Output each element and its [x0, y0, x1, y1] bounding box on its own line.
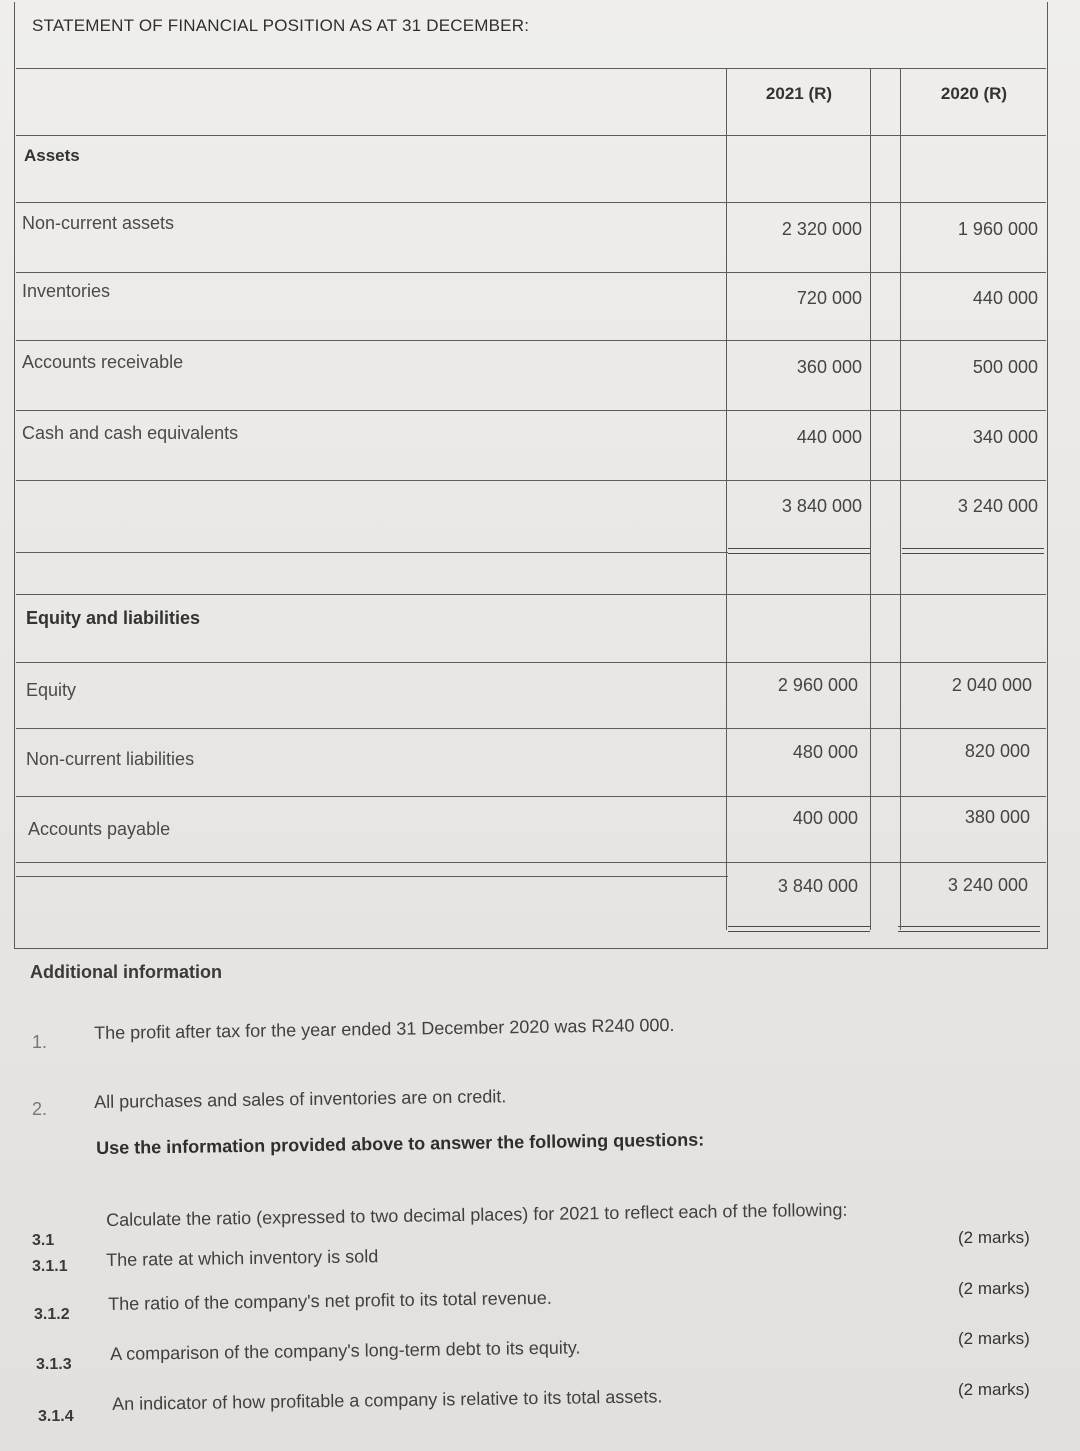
- column-header-2020: 2020 (R): [940, 84, 1008, 103]
- total-equity-liabilities-2021: 3 840 000: [777, 876, 858, 896]
- total-double-underline: [902, 548, 1044, 554]
- row-label-inventories: Inventories: [22, 281, 111, 301]
- value-2021: 720 000: [796, 288, 862, 308]
- question-marks: (2 marks): [958, 1380, 1030, 1399]
- row-label-accounts-receivable: Accounts receivable: [22, 352, 184, 372]
- value-2020: 1 960 000: [957, 219, 1038, 239]
- row-divider: [16, 340, 1046, 341]
- question-text: Calculate the ratio (expressed to two decimal places) for 2021 to reflect each of the following:: [106, 1199, 848, 1230]
- additional-item-text: The profit after tax for the year ended 31 December 2020 was R240 000.: [94, 1014, 675, 1043]
- total-assets-2020: 3 240 000: [957, 496, 1038, 516]
- row-label-non-current-liabilities: Non-current liabilities: [26, 749, 195, 769]
- value-2021: 2 320 000: [781, 219, 862, 239]
- question-number: 3.1.2: [34, 1306, 70, 1323]
- row-label-cash: Cash and cash equivalents: [22, 423, 239, 443]
- row-label-equity: Equity: [26, 680, 77, 700]
- row-label-accounts-payable: Accounts payable: [28, 819, 171, 839]
- value-2020: 820 000: [964, 741, 1030, 761]
- section-equity-liabilities: Equity and liabilities: [26, 608, 201, 628]
- statement-table-frame: [14, 2, 1048, 949]
- column-divider: [726, 68, 727, 930]
- question-text: A comparison of the company's long-term debt to its equity.: [110, 1337, 581, 1364]
- row-divider: [16, 272, 1046, 273]
- value-2020: 2 040 000: [951, 675, 1032, 695]
- question-marks: (2 marks): [958, 1279, 1030, 1298]
- question-number: 3.1.3: [36, 1356, 72, 1373]
- row-divider: [16, 728, 1046, 729]
- total-double-underline: [728, 926, 870, 932]
- value-2021: 2 960 000: [777, 675, 858, 695]
- additional-item-number: 1.: [32, 1032, 48, 1052]
- row-divider: [16, 135, 1046, 136]
- value-2021: 480 000: [792, 742, 858, 762]
- section-assets: Assets: [24, 146, 80, 165]
- value-2020: 380 000: [964, 807, 1030, 827]
- row-divider: [16, 876, 728, 877]
- row-divider: [16, 552, 728, 553]
- question-number: 3.1.1: [32, 1258, 68, 1275]
- total-equity-liabilities-2020: 3 240 000: [947, 875, 1028, 895]
- row-divider: [16, 202, 1046, 203]
- row-divider: [16, 796, 1046, 797]
- question-number: 3.1: [32, 1232, 55, 1249]
- value-2021: 400 000: [792, 808, 858, 828]
- row-label-non-current-assets: Non-current assets: [22, 213, 175, 233]
- row-divider: [16, 862, 1046, 863]
- additional-item-text: All purchases and sales of inventories are on credit.: [94, 1086, 507, 1112]
- question-marks: (2 marks): [958, 1228, 1030, 1247]
- value-2021: 440 000: [796, 427, 862, 447]
- additional-info-heading: Additional information: [30, 962, 222, 982]
- total-assets-2021: 3 840 000: [781, 496, 862, 516]
- column-divider: [870, 68, 871, 930]
- instruction-text: Use the information provided above to answer the following questions:: [96, 1129, 705, 1158]
- column-header-2021: 2021 (R): [765, 84, 833, 103]
- row-divider: [16, 594, 1046, 595]
- row-divider: [16, 662, 1046, 663]
- total-double-underline: [728, 548, 870, 554]
- row-divider: [16, 410, 1046, 411]
- total-double-underline: [898, 926, 1040, 932]
- value-2020: 500 000: [972, 357, 1038, 377]
- row-divider: [16, 480, 1046, 481]
- value-2020: 440 000: [972, 288, 1038, 308]
- additional-item-number: 2.: [32, 1099, 48, 1119]
- value-2020: 340 000: [972, 427, 1038, 447]
- question-text: An indicator of how profitable a company is relative to its total assets.: [112, 1386, 663, 1414]
- row-divider: [16, 68, 1046, 69]
- value-2021: 360 000: [796, 357, 862, 377]
- column-divider: [900, 68, 901, 930]
- statement-title: STATEMENT OF FINANCIAL POSITION AS AT 31 DECEMBER:: [32, 16, 530, 35]
- question-text: The rate at which inventory is sold: [106, 1246, 379, 1270]
- question-marks: (2 marks): [958, 1329, 1030, 1348]
- question-number: 3.1.4: [38, 1408, 74, 1425]
- question-text: The ratio of the company's net profit to its total revenue.: [108, 1287, 552, 1314]
